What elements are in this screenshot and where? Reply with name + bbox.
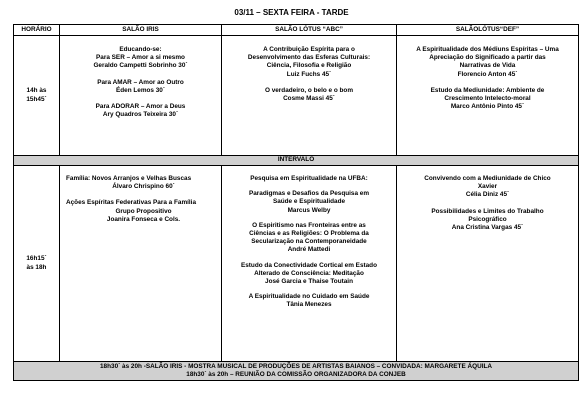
talk-line: Paradigmas e Desafios da Pesquisa em — [248, 190, 370, 198]
talk-line: Crescimento Intelecto-moral — [444, 95, 531, 103]
interval-label: INTERVALO — [14, 156, 579, 166]
session2-time — [14, 166, 60, 362]
talk-speaker: Marco Antônio Pinto 45´ — [450, 103, 525, 111]
page-title: 03/11 – SEXTA FEIRA - TARDE — [234, 8, 349, 17]
session2-lotus-abc — [222, 166, 397, 362]
header-salao-iris: SALÃO IRIS — [60, 25, 222, 36]
talk-speaker: André Mattedi — [287, 246, 331, 254]
talk-line: O Espiritismo nas Fronteiras entre as — [252, 221, 366, 229]
time-line: 14h às — [26, 87, 47, 95]
talk-line: Apreciação do Significado a partir das — [429, 54, 546, 62]
footer-line: 18h30´ às 20h – REUNIÃO DA COMISSÃO ORGANIZADORA DA CONJEB — [186, 371, 406, 378]
talk-line: Para SER – Amor a si mesmo — [96, 54, 185, 62]
talk-line: Secularização na Contemporaneidade — [251, 238, 367, 246]
session1-row — [14, 36, 579, 156]
footer-events — [14, 362, 579, 381]
talk-line: Estudo da Mediunidade: Ambiente de — [430, 86, 545, 94]
talk-speaker: Joanira Fonseca e Cols. — [106, 215, 181, 223]
interval-row — [14, 156, 579, 166]
talk-speaker: Ana Cristina Vargas 45´ — [451, 224, 524, 232]
talk-line: Para AMAR – Amor ao Outro — [97, 78, 184, 86]
session2-lotus-def — [397, 166, 579, 362]
talk-line: Ações Espíritas Federativas Para a Família — [66, 199, 197, 207]
talk-line: Saúde e Espiritualidade — [272, 198, 346, 206]
session1-lotus-def — [397, 36, 579, 156]
time-line: 16h15´ — [26, 255, 47, 263]
talk-speaker: Ary Quadros Teixeira 30´ — [102, 111, 179, 119]
header-row — [14, 25, 579, 36]
talk-speaker: Tânia Menezes — [286, 301, 332, 309]
talk-speaker: Luiz Fuchs 45´ — [286, 70, 332, 78]
time-line: às 18h — [26, 263, 47, 271]
session1-lotus-abc — [222, 36, 397, 156]
talk-line: Possibilidades e Limites do Trabalho — [431, 207, 544, 215]
talk-line: Ciências e as Religiões: O Problema da — [249, 230, 369, 238]
talk-line: Para ADORAR – Amor a Deus — [95, 103, 186, 111]
talk-line: Educando-se: — [119, 46, 162, 53]
talk-speaker: Florencio Anton 45´ — [457, 70, 518, 78]
talk-line: Pesquisa em Espiritualidade na UFBA: — [250, 175, 368, 182]
talk-line: O verdadeiro, o belo e o bom — [264, 86, 354, 94]
talk-speaker: José Garcia e Thaise Toutain — [265, 278, 353, 286]
talk-line: Convivendo com a Mediunidade de Chico — [424, 175, 551, 182]
talk-line: A Espiritualidade no Cuidado em Saúde — [248, 293, 370, 301]
talk-line: Ciência, Filosofia e Religião — [266, 62, 352, 70]
footer-line: 18h30´ às 20h -SALÃO IRIS - MOSTRA MUSICAL DE PRODUÇÕES DE ARTISTAS BAIANOS – CONVIDADA: MARGARETE ÁQUILA — [100, 363, 492, 370]
header-horario: HORÁRIO — [14, 25, 60, 36]
header-salao-lotus-def: SALÃOLÓTUS“DEF” — [397, 25, 579, 36]
session1-iris — [60, 36, 222, 156]
schedule-table — [13, 24, 579, 381]
header-salao-lotus-abc: SALÃO LÓTUS “ABC” — [222, 25, 397, 36]
talk-line: Psicográfico — [468, 215, 507, 223]
talk-speaker: Marcus Welby — [287, 206, 331, 214]
talk-line: A Contribuição Espírita para o — [263, 46, 355, 53]
talk-speaker: Geraldo Campetti Sobrinho 30´ — [93, 62, 188, 70]
talk-line: Alterado de Consciência: Meditação — [254, 269, 364, 277]
talk-speaker: Éden Lemos 30´ — [115, 86, 165, 94]
talk-line: Xavier — [477, 183, 498, 191]
talk-speaker: Célia Diniz 45´ — [465, 191, 510, 199]
session1-time — [14, 36, 60, 156]
talk-line: Família: Novos Arranjos e Velhas Buscas — [66, 175, 192, 182]
footer-row — [14, 362, 579, 381]
talk-line: Estudo da Conectividade Cortical em Estado — [240, 261, 377, 269]
talk-line: Grupo Propositivo — [115, 207, 172, 215]
session2-row — [14, 166, 579, 362]
talk-line: A Espiritualidade dos Médiuns Espíritas – Uma — [416, 46, 559, 53]
talk-speaker: Cosme Massi 45´ — [283, 95, 335, 103]
talk-line: Narrativas de Vida — [459, 62, 516, 70]
talk-speaker: Álvaro Chrispino 60´ — [112, 183, 175, 191]
talk-line: Desenvolvimento das Esferas Culturais: — [247, 54, 371, 62]
time-line: 15h45´ — [26, 95, 47, 103]
session2-iris — [60, 166, 222, 362]
